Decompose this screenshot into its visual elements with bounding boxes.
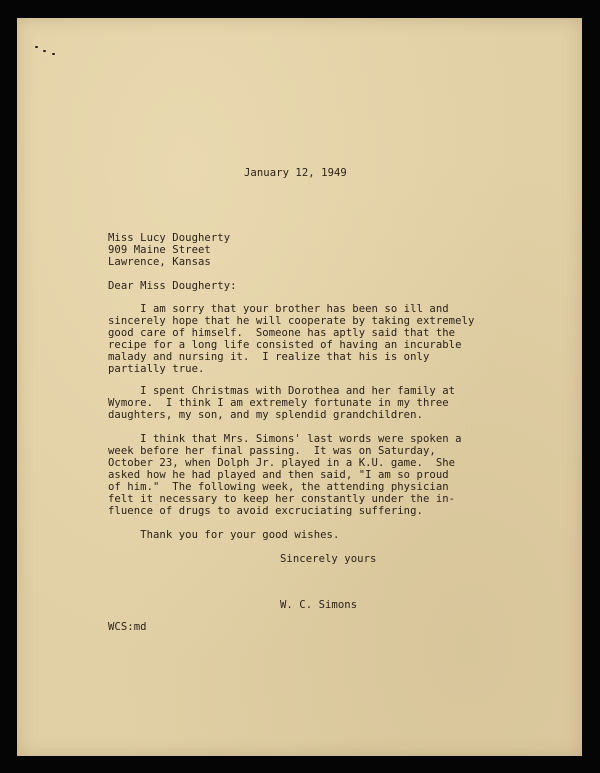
recipient-city: Lawrence, Kansas — [108, 256, 211, 268]
letter-paper — [17, 18, 582, 756]
letter-date: January 12, 1949 — [244, 167, 347, 179]
reference-initials: WCS:md — [108, 621, 147, 633]
ink-speck — [52, 53, 55, 55]
body-line: good care of himself. Someone has aptly said that the — [108, 327, 456, 339]
body-line: week before her final passing. It was on Saturday, — [108, 445, 436, 457]
ink-speck — [43, 50, 46, 52]
ink-speck — [35, 46, 38, 48]
body-line: I spent Christmas with Dorothea and her family at — [108, 385, 456, 397]
body-line: partially true. — [108, 363, 205, 375]
body-line: asked how he had played and then said, "I am so proud — [108, 469, 449, 481]
body-line: sincerely hope that he will cooperate by taking extremely — [108, 315, 475, 327]
body-line: Thank you for your good wishes. — [108, 529, 340, 541]
body-line: of him." The following week, the attending physician — [108, 481, 449, 493]
body-line: malady and nursing it. I realize that his is only — [108, 351, 430, 363]
body-line: fluence of drugs to avoid excruciating suffering. — [108, 505, 423, 517]
signature-name: W. C. Simons — [280, 599, 358, 611]
recipient-name: Miss Lucy Dougherty — [108, 232, 231, 244]
body-line: recipe for a long life consisted of having an incurable — [108, 339, 462, 351]
body-line: I am sorry that your brother has been so ill and — [108, 303, 449, 315]
body-line: daughters, my son, and my splendid grandchildren. — [108, 409, 423, 421]
body-line: felt it necessary to keep her constantly under the in- — [108, 493, 456, 505]
closing: Sincerely yours — [280, 553, 377, 565]
salutation: Dear Miss Dougherty: — [108, 280, 237, 292]
body-line: I think that Mrs. Simons' last words were spoken a — [108, 433, 462, 445]
body-line: October 23, when Dolph Jr. played in a K.U. game. She — [108, 457, 456, 469]
recipient-street: 909 Maine Street — [108, 244, 211, 256]
body-line: Wymore. I think I am extremely fortunate in my three — [108, 397, 449, 409]
